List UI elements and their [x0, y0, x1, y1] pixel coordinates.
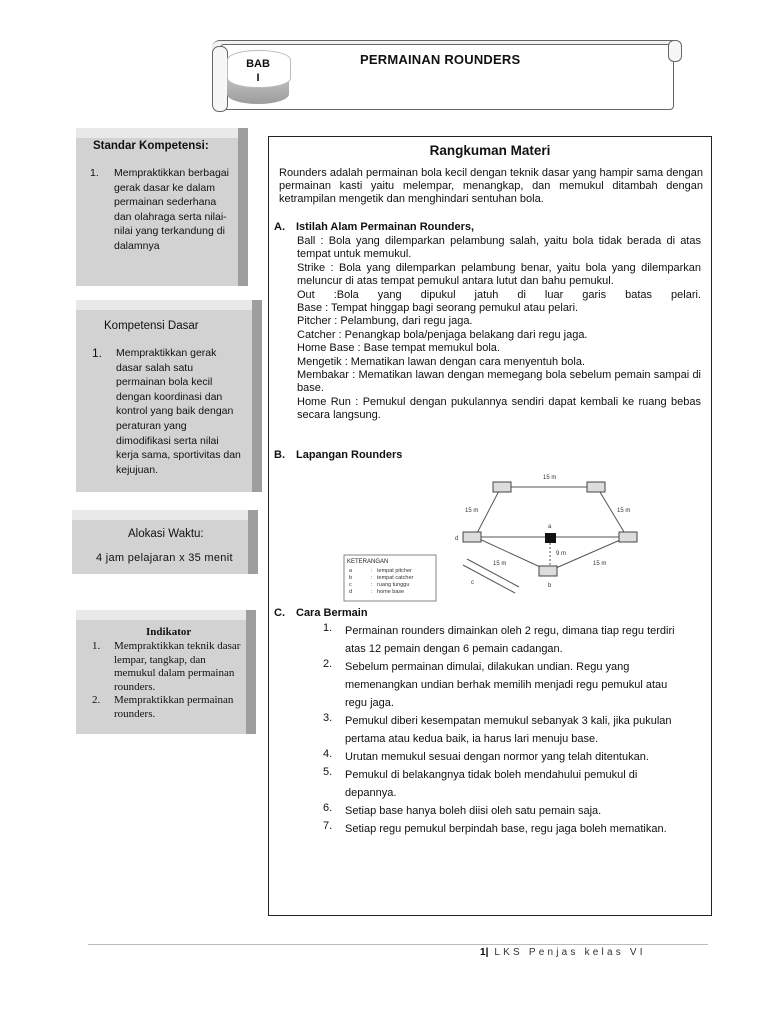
cara-bermain-list — [323, 622, 693, 852]
item-text: Urutan memukul sesuai dengan normor yang telah ditentukan. — [345, 751, 649, 763]
diagram-label-d: d — [455, 536, 459, 542]
definition-item: Strike : Bola yang dilemparkan pelambung benar, yaitu bola yang dilemparkan meluncur di atas tempat pemukul antara lutut dan bahu pemukul. — [297, 261, 701, 288]
diagram-label-a: a — [548, 524, 552, 530]
legend-key: b — [349, 575, 353, 581]
item-number: 1. — [323, 622, 333, 634]
legend-sep: : — [371, 589, 373, 595]
definition-item: Mengetik : Mematikan lawan dengan cara menyentuh bola. — [297, 355, 586, 368]
left-distance-label: 15 m — [465, 508, 479, 514]
indikator-item-number: 2. — [92, 694, 101, 706]
section-c-letter: C. — [274, 607, 285, 619]
item-text: Pemukul di belakangnya tidak boleh mendahului pemukul di depannya. — [345, 769, 638, 799]
diagram-legend — [344, 555, 436, 601]
chapter-title: PERMAINAN ROUNDERS — [360, 52, 521, 67]
legend-sep: : — [371, 575, 373, 581]
item-text: Setiap regu pemukul berpindah base, regu jaga boleh mematikan. — [345, 823, 667, 835]
item-text: Sebelum permainan dimulai, dilakukan undian. Regu yang memenangkan undian berhak memilih menjadi regu pemukul atau regu jaga. — [345, 661, 668, 709]
base-marker — [619, 532, 637, 542]
indikator-title: Indikator — [146, 626, 192, 638]
footer-text: LKS Penjas kelas VI — [494, 947, 646, 958]
alokasi-waktu-value: 4 jam pelajaran x 35 menit — [96, 552, 233, 564]
item-number: 4. — [323, 748, 333, 760]
definition-item: Ball : Bola yang dilemparkan pelambung salah, yaitu bola tidak berada di atas tempat untuk memukul. — [297, 235, 701, 261]
section-a-letter: A. — [274, 221, 285, 233]
page-footer — [480, 947, 646, 958]
bab-label: BAB — [246, 58, 270, 70]
kompetensi-dasar-title: Kompetensi Dasar — [104, 320, 199, 332]
legend-title: KETERANGAN — [347, 559, 389, 565]
section-b-letter: B. — [274, 449, 285, 461]
item-number: 6. — [323, 802, 333, 814]
base-marker — [539, 566, 557, 576]
item-number: 5. — [323, 766, 333, 778]
item-text: Setiap base hanya boleh diisi oleh satu pemain saja. — [345, 805, 602, 817]
item-number: 3. — [323, 712, 333, 724]
bab-cylinder-badge — [227, 50, 289, 104]
base-marker — [463, 532, 481, 542]
section-c-label: Cara Bermain — [296, 607, 368, 619]
legend-desc: tempat pitcher — [377, 568, 412, 574]
section-a-label: Istilah Alam Permainan Rounders, — [296, 221, 475, 233]
definition-item: Membakar : Mematikan lawan dengan memegang bola sebelum pemain sampai di base. — [297, 369, 701, 395]
field-line — [475, 487, 501, 537]
right-distance-label: 15 m — [617, 508, 631, 514]
section-b-label: Lapangan Rounders — [296, 449, 403, 461]
alokasi-waktu-title: Alokasi Waktu: — [128, 528, 204, 540]
legend-key: c — [349, 582, 352, 588]
sk-item-number: 1. — [90, 167, 99, 179]
legend-desc: ruang tunggu — [377, 582, 410, 588]
bottom-right-distance-label: 15 m — [593, 561, 607, 567]
legend-key: a — [349, 568, 353, 574]
item-text: Pemukul diberi kesempatan memukul sebanyak 3 kali, jika pukulan pertama atau kedua baik, ia harus lari menuju base. — [345, 715, 672, 745]
base-marker — [587, 482, 605, 492]
indikator-item-number: 1. — [92, 640, 101, 652]
bottom-left-distance-label: 15 m — [493, 561, 507, 567]
indikator-list — [92, 640, 242, 722]
legend-desc: home base — [377, 589, 405, 595]
definition-item: Catcher : Penangkap bola/penjaga belakang dari regu jaga. — [297, 328, 588, 341]
bab-number: I — [256, 72, 260, 84]
definition-item: Home Run : Pemukul dengan pukulannya sendiri dapat kembali ke ruang bebas secara langsung. — [297, 395, 701, 422]
definition-item: Out :Bola yang dipukul jatuh di luar garis batas pelari. — [297, 288, 701, 301]
legend-sep: : — [371, 582, 373, 588]
page-number: 1 — [480, 947, 486, 958]
indikator-item-text: Mempraktikkan teknik dasar lempar, tangkap, dan memukul dalam permainan rounders. — [114, 640, 241, 693]
pitcher-marker — [545, 533, 556, 543]
rounders-field-diagram — [343, 469, 653, 609]
banner-scroll-left — [212, 46, 228, 112]
rangkuman-title: Rangkuman Materi — [429, 143, 551, 158]
sk-item-text: Mempraktikkan berbagai gerak dasar ke dalam permainan sederhana dan olahraga serta nilai-nilai yang terkandung di dalamnya — [114, 167, 229, 252]
center-distance-label: 9 m — [556, 551, 567, 557]
field-line — [475, 537, 549, 571]
item-number: 2. — [323, 658, 333, 670]
item-number: 7. — [323, 820, 333, 832]
definition-item: Home Base : Base tempat memukul bola. — [297, 342, 500, 355]
alokasi-waktu-box — [72, 510, 258, 574]
chapter-banner — [212, 40, 682, 112]
legend-sep: : — [371, 568, 373, 574]
footer-divider — [88, 944, 708, 945]
standar-kompetensi-title: Standar Kompetensi: — [93, 140, 209, 152]
kd-item-number: 1. — [92, 346, 103, 360]
definition-item: Pitcher : Pelambung, dari regu jaga. — [297, 315, 473, 328]
banner-scroll-right — [668, 40, 682, 62]
item-text: Permainan rounders dimainkan oleh 2 regu, dimana tiap regu terdiri atas 12 pemain dengan 6 pemain cadangan. — [345, 625, 675, 655]
top-distance-label: 15 m — [543, 475, 557, 481]
legend-desc: tempat catcher — [377, 575, 414, 581]
definitions-list — [297, 235, 701, 423]
rangkuman-materi-frame — [268, 136, 712, 916]
diagram-label-b: b — [548, 583, 552, 589]
legend-key: d — [349, 589, 353, 595]
waiting-line — [463, 565, 515, 593]
indikator-item-text: Mempraktikkan permainan rounders. — [114, 694, 234, 720]
diagram-label-c: c — [471, 580, 474, 586]
base-marker — [493, 482, 511, 492]
rangkuman-intro: Rounders adalah permainan bola kecil dengan teknik dasar yang hampir sama dengan permainan kasti yaitu melempar, menangkap, dan memukul ditambah dengan ketrampilan mengetik dan menghindari sentuhan bola. — [279, 167, 703, 206]
definition-item: Base : Tempat hinggap bagi seorang pemukul atau pelari. — [297, 302, 579, 315]
kd-item-text: Mempraktikkan gerak dasar salah satu permainan bola kecil dengan koordinasi dan kontrol yang baik dengan peraturan yang dimodifikasi serta nilai kerja sama, sportivitas dan kejujuan. — [116, 347, 241, 476]
footer-separator: | — [485, 947, 489, 958]
